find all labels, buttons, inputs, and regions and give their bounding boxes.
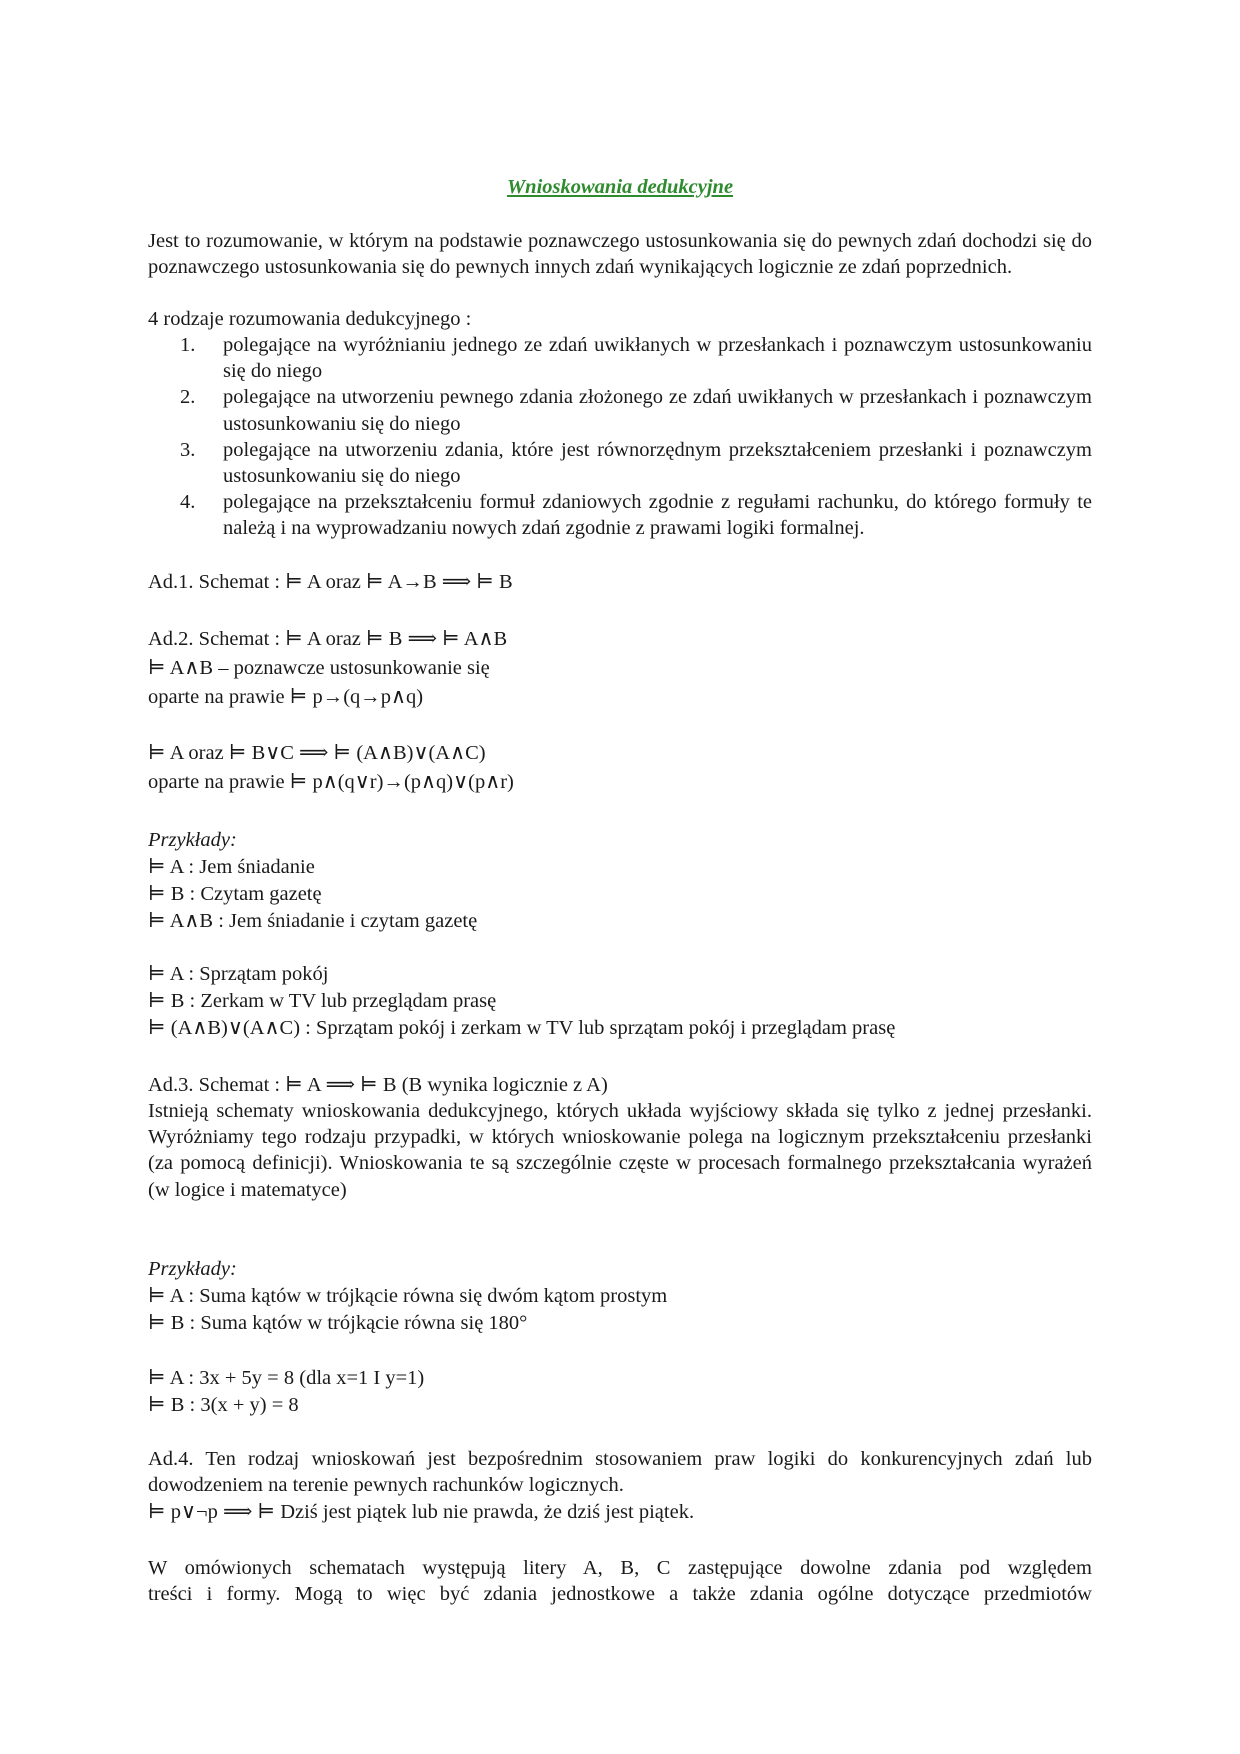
list-number: 1. xyxy=(180,334,196,356)
list-item xyxy=(180,489,1092,541)
list-item xyxy=(180,437,1092,489)
ad2-line: oparte na prawie ⊨ p∧(q∨r)→(p∧q)∨(p∧r) xyxy=(148,771,514,793)
example-line: ⊨ A : 3x + 5y = 8 (dla x=1 I y=1) xyxy=(148,1367,425,1389)
intro-paragraph: Jest to rozumowanie, w którym na podstawie poznawczego ustosunkowania się do pewnych zdań dochodzi się do poznawczego ustosunkowania się do pewnych innych zdań wynikających logicznie ze zdań poprzednich. xyxy=(148,230,1092,279)
closing-line: treści i formy. Mogą to więc być zdania jednostkowe a także zdania ogólne dotyczące przedmiotów xyxy=(148,1583,1092,1605)
ad3-paragraph: Istnieją schematy wnioskowania dedukcyjnego, których układa wyjściowy składa się tylko z jednej przesłanki. Wyróżniamy tego rodzaju przypadki, w których wnioskowanie polega na logicznym przekształceniu przesłanki (za pomocą definicji). Wnioskowania te są szczególnie częste w procesach formalnego przekształcania wyrażeń (w logice i matematyce) xyxy=(148,1100,1092,1201)
list-number: 2. xyxy=(180,386,196,409)
ad2-schema: Ad.2. Schemat : ⊨ A oraz ⊨ B ⟹ ⊨ A∧B xyxy=(148,628,508,650)
closing-line: W omówionych schematach występują litery A, B, C zastępujące dowolne zdania pod względem xyxy=(148,1557,1092,1579)
example-line: ⊨ A : Sprzątam pokój xyxy=(148,963,329,985)
list-text: polegające na wyróżnianiu jednego ze zdań uwikłanych w przesłankach i poznawczym ustosunkowaniu się do niego xyxy=(223,334,1092,383)
ad3-schema: Ad.3. Schemat : ⊨ A ⟹ ⊨ B (B wynika logicznie z A) xyxy=(148,1074,608,1096)
example-line: ⊨ A : Suma kątów w trójkącie równa się dwóm kątom prostym xyxy=(148,1285,668,1307)
list-item xyxy=(180,384,1092,436)
examples-label: Przykłady: xyxy=(148,1258,237,1280)
page-title: Wnioskowania dedukcyjne xyxy=(506,176,734,198)
example-line: ⊨ B : Czytam gazetę xyxy=(148,883,322,905)
example-line: ⊨ B : Suma kątów w trójkącie równa się 180° xyxy=(148,1312,528,1334)
list-number: 3. xyxy=(180,438,196,461)
ad4-schema: ⊨ p∨¬p ⟹ ⊨ Dziś jest piątek lub nie prawda, że dziś jest piątek. xyxy=(148,1501,695,1523)
ad2-line: ⊨ A∧B – poznawcze ustosunkowanie się xyxy=(148,657,490,679)
example-line: ⊨ A : Jem śniadanie xyxy=(148,856,315,878)
list-number: 4. xyxy=(180,491,196,514)
list-text: polegające na utworzeniu zdania, które jest równorzędnym przekształceniem przesłanki i poznawczym ustosunkowaniu się do niego xyxy=(223,438,1092,488)
ad1-schema: Ad.1. Schemat : ⊨ A oraz ⊨ A→B ⟹ ⊨ B xyxy=(148,571,513,593)
list-text: polegające na przekształceniu formuł zdaniowych zgodnie z regułami rachunku, do którego formuły te należą i na wyprowadzaniu nowych zdań zgodnie z prawami logiki formalnej. xyxy=(223,491,1092,540)
list-text: polegające na utworzeniu pewnego zdania złożonego ze zdań uwikłanych w przesłankach i poznawczym ustosunkowaniu się do niego xyxy=(223,386,1092,435)
example-line: ⊨ (A∧B)∨(A∧C) : Sprzątam pokój i zerkam w TV lub sprzątam pokój i przeglądam prasę xyxy=(148,1017,896,1039)
types-heading: 4 rodzaje rozumowania dedukcyjnego : xyxy=(148,308,472,330)
ad2-line: oparte na prawie ⊨ p→(q→p∧q) xyxy=(148,686,424,708)
list-item xyxy=(180,332,1092,384)
example-line: ⊨ B : 3(x + y) = 8 xyxy=(148,1394,299,1416)
examples-label: Przykłady: xyxy=(148,829,237,851)
ad2-line: ⊨ A oraz ⊨ B∨C ⟹ ⊨ (A∧B)∨(A∧C) xyxy=(148,742,486,764)
example-line: ⊨ A∧B : Jem śniadanie i czytam gazetę xyxy=(148,910,478,932)
example-line: ⊨ B : Zerkam w TV lub przeglądam prasę xyxy=(148,990,497,1012)
ad4-paragraph: Ad.4. Ten rodzaj wnioskowań jest bezpośrednim stosowaniem praw logiki do konkurencyjnych zdań lub dowodzeniem na terenie pewnych rachunków logicznych. xyxy=(148,1448,1092,1497)
types-list xyxy=(180,332,1092,542)
